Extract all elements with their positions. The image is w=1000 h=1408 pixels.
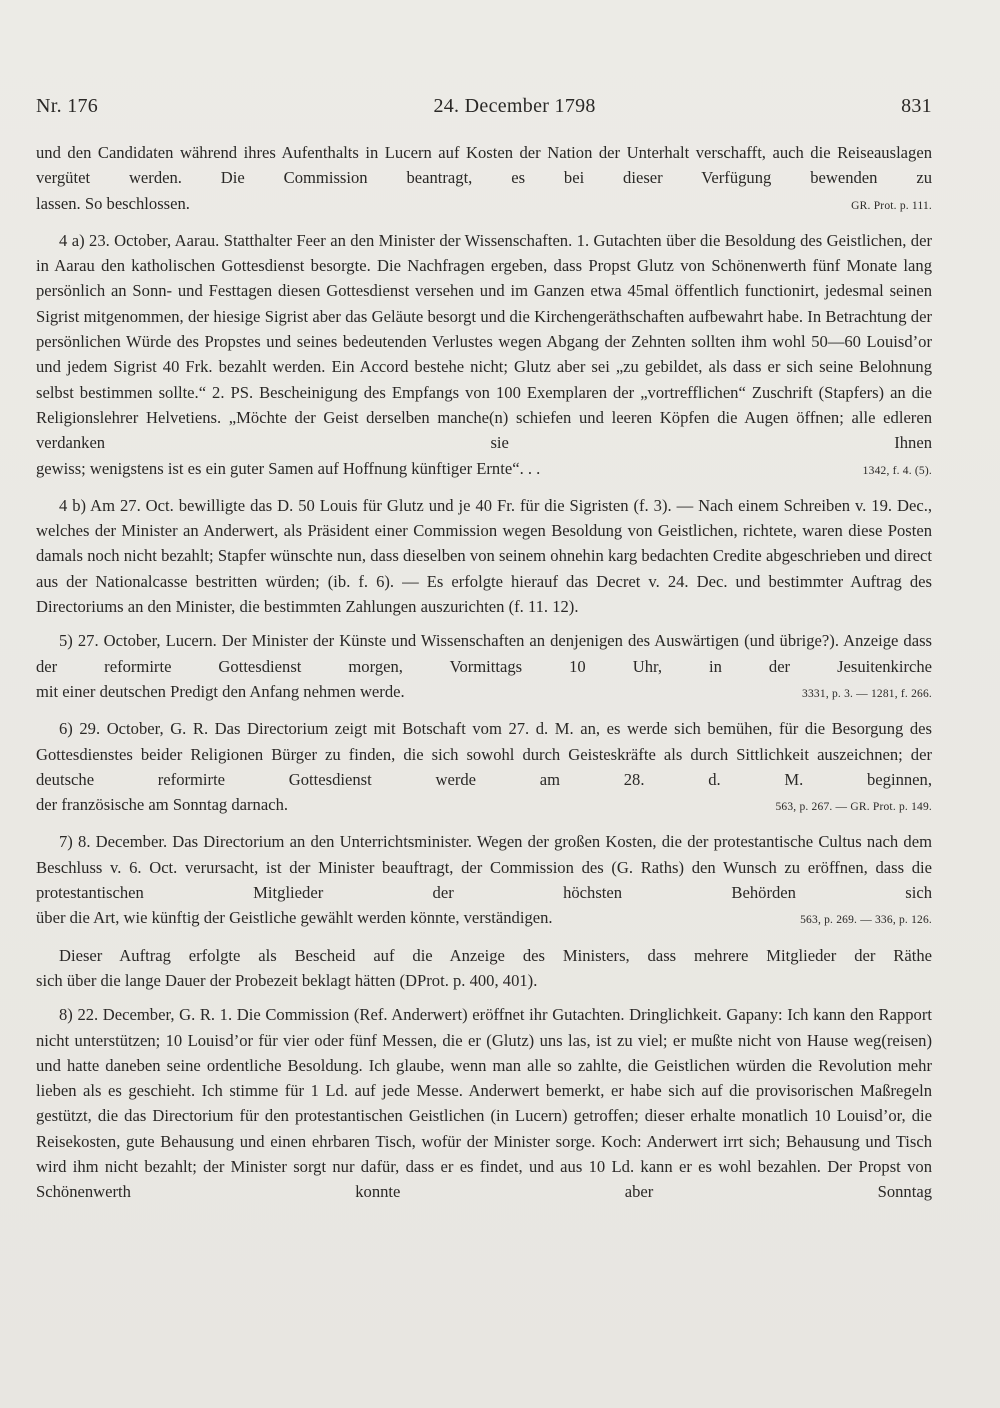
running-header bbox=[36, 95, 932, 118]
paragraph-last-line bbox=[36, 679, 932, 707]
paragraph-tail: sich über die lange Dauer der Probezeit beklagt hätten (DProt. p. 400, 401). bbox=[36, 970, 538, 990]
paragraph-tail: über die Art, wie künftig der Geistliche gewählt werden könnte, verständigen. bbox=[36, 908, 553, 928]
paragraph-tail: Directoriums an den Minister, die bestimmten Zahlungen auszurichten (f. 11. 12). bbox=[36, 597, 579, 617]
source-reference: 3331, p. 3. — 1281, f. 266. bbox=[802, 687, 932, 700]
paragraph-text: 5) 27. October, Lucern. Der Minister der Künste und Wissenschaften an denjenigen des Auswärtigen (und übrige?). Anzeige dass der reformirte Gottesdienst morgen, Vormittags 10 Uhr, in der Jesuitenkirche bbox=[36, 631, 932, 676]
page-number: 831 bbox=[901, 95, 932, 117]
paragraph-last-line bbox=[36, 594, 932, 619]
entry-4a bbox=[36, 228, 932, 484]
paragraph-tail: lassen. So beschlossen. bbox=[36, 193, 190, 213]
paragraph-tail: gewiss; wenigstens ist es ein guter Samen auf Hoffnung künftiger Ernte“. . . bbox=[36, 458, 541, 478]
source-reference: GR. Prot. p. 111. bbox=[851, 199, 932, 212]
paragraph-text: 8) 22. December, G. R. 1. Die Commission (Ref. Anderwert) eröffnet ihr Gutachten. Dringlichkeit. Gapany: Ich kann den Rapport nicht unterstützen; 10 Louisd’or für vier oder fünf Messen, die er (Glutz) uns las, ist zu viel; er mußte nicht von Hause weg(reisen) und hatte daneben seine ordentliche Besoldung. Ich glaube, wenn man alle so zahlte, die Geistlichen würden die Revolution mehr lieben als es geschieht. Ich stimme für 1 Ld. auf jede Messe. Anderwert bemerkt, er habe sich auf die provisorischen Maßregeln gestützt, die das Directorium für den protestantischen Geistlichen (in Lucern) getroffen; dieser erhalte monatlich 10 Louisd’or, die Reisekosten, gute Behausung und einen ehrbaren Tisch, wofür der Minister sorge. Koch: Anderwert irrt sich; Behausung und Tisch wird ihm nicht bezahlt; der Minister sorgt nur dafür, dass er es findet, und aus 10 Ld. kann er es wohl bezahlen. Der Propst von Schönenwerth konnte aber Sonntag bbox=[36, 1005, 932, 1202]
paragraph-last-line bbox=[36, 792, 932, 820]
paragraph-continuation bbox=[36, 140, 932, 219]
entry-8 bbox=[36, 1002, 932, 1204]
document-date: 24. December 1798 bbox=[433, 95, 596, 117]
paragraph-text: und den Candidaten während ihres Aufenthalts in Lucern auf Kosten der Nation der Unterhalt verschafft, auch die Reiseauslagen vergütet werden. Die Commission beantragt, es bei dieser Verfügung bewenden zu bbox=[36, 143, 932, 188]
entry-4b bbox=[36, 493, 932, 619]
paragraph-last-line bbox=[36, 191, 932, 219]
paragraph-text: 4 a) 23. October, Aarau. Statthalter Feer an den Minister der Wissenschaften. 1. Gutachten über die Besoldung des Geistlichen, der in Aarau den katholischen Gottesdienst besorgte. Die Nachfragen ergeben, dass Propst Glutz von Schönenwerth fünf Monate lang persönlich an Sonn- und Festtagen diesen Gottesdienst versehen und im Ganzen etwa 45mal öffentlich functionirt, jedesmal seinen Sigrist mitgenommen, der hiesige Sigrist aber das Geläute besorgt und die Kirchengeräthschaften aufbewahrt habe. In Betrachtung der persönlichen Würde des Propstes und seines bedeutenden Verlustes wegen Abgang der Zehnten sollten ihm wohl 50—60 Louisd’or und jedem Sigrist 40 Frk. bezahlt werden. Ein Accord bestehe nicht; Glutz aber sei „zu gebildet, als dass er sich seine Belohnung selbst bestimmen sollte.“ 2. PS. Bescheinigung des Empfangs von 100 Exemplaren der „vortrefflichen“ Zuschrift (Stapfers) an die Religionslehrer Helvetiens. „Möchte der Geist derselben manche(n) schiefen und leeren Köpfen die Augen öffnen; alle edleren verdanken sie Ihnen bbox=[36, 230, 932, 453]
entry-7 bbox=[36, 829, 932, 933]
paragraph-last-line bbox=[36, 968, 932, 993]
paragraph-text: Dieser Auftrag erfolgte als Bescheid auf die Anzeige des Ministers, dass mehrere Mitglieder der Räthe bbox=[59, 945, 932, 965]
source-reference: 563, p. 267. — GR. Prot. p. 149. bbox=[775, 801, 932, 814]
paragraph-tail: der französische am Sonntag darnach. bbox=[36, 795, 289, 815]
paragraph-tail: mit einer deutschen Predigt den Anfang nehmen werde. bbox=[36, 681, 405, 701]
paragraph-last-line bbox=[36, 456, 932, 484]
paragraph-text: 6) 29. October, G. R. Das Directorium zeigt mit Botschaft vom 27. d. M. an, es werde sich bemühen, für die Besorgung des Gottesdienstes beider Religionen Bürger zu finden, die sich sowohl durch Geisteskräfte als durch Sittlichkeit auszeichnen; der deutsche reformirte Gottesdienst werde am 28. d. M. beginnen, bbox=[36, 719, 932, 789]
entry-5 bbox=[36, 628, 932, 707]
paragraph-text: 7) 8. December. Das Directorium an den Unterrichtsminister. Wegen der großen Kosten, die der protestantische Cultus nach dem Beschluss v. 6. Oct. verursacht, ist der Minister beauftragt, der Commission des (G. Raths) den Wunsch zu eröffnen, dass die protestantischen Mitglieder der höchsten Behörden sich bbox=[36, 832, 932, 903]
document-number: Nr. 176 bbox=[36, 95, 99, 117]
paragraph-text: 4 b) Am 27. Oct. bewilligte das D. 50 Louis für Glutz und je 40 Fr. für die Sigristen (f. 3). — Nach einem Schreiben v. 19. Dec., welches der Minister an Anderwert, als Präsident einer Commission wegen Besoldung von Geistlichen, richtete, waren diese Posten damals noch nicht bezahlt; Stapfer wünschte nun, dass dieselben von seinem ohnehin karg bedachten Credite abgeschrieben und direct aus der Nationalcasse bestritten würden; (ib. f. 6). — Es erfolgte hierauf das Decret v. 24. Dec. und bestimmter Auftrag des bbox=[36, 495, 932, 591]
source-reference: 563, p. 269. — 336, p. 126. bbox=[800, 914, 932, 927]
paragraph-last-line bbox=[36, 905, 932, 933]
entry-6 bbox=[36, 716, 932, 820]
source-reference: 1342, f. 4. (5). bbox=[862, 464, 932, 477]
entry-7-note bbox=[36, 943, 932, 994]
